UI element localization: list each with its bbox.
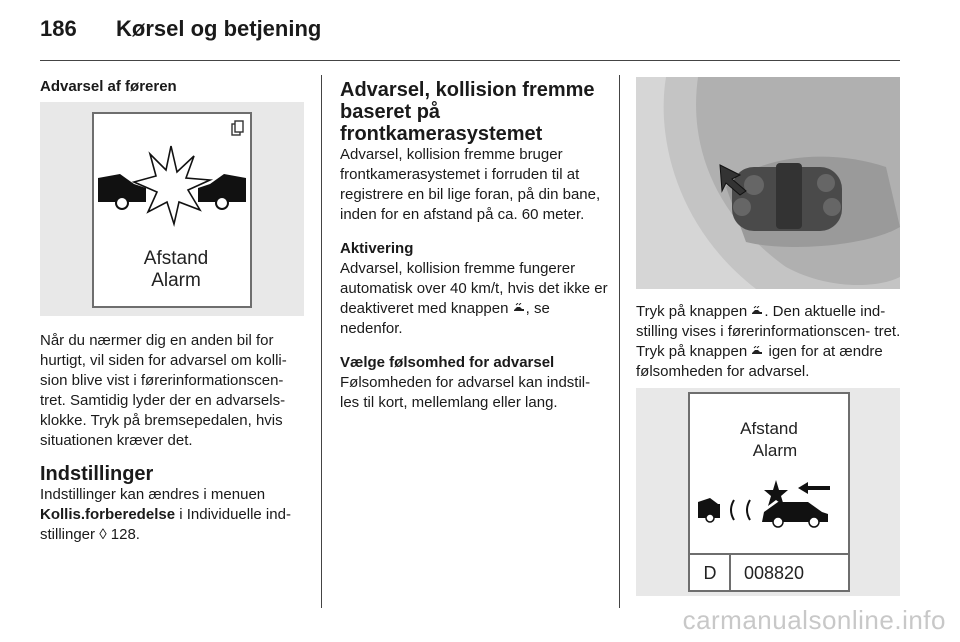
column-divider-1 bbox=[321, 75, 322, 608]
rocker-switch[interactable] bbox=[776, 163, 802, 229]
column-1-body bbox=[40, 331, 310, 545]
cruise-button-lower[interactable] bbox=[823, 198, 841, 216]
page-reference-icon: ◊ bbox=[99, 526, 107, 543]
distance-waves-icon bbox=[731, 500, 750, 520]
settings-reference-page[interactable]: 128. bbox=[110, 526, 140, 543]
collision-alarm-figure bbox=[40, 102, 304, 316]
activation-paragraph bbox=[340, 259, 608, 339]
sensitivity-heading: Vælge følsomhed for advarsel bbox=[340, 354, 555, 371]
cruise-button-upper[interactable] bbox=[817, 174, 835, 192]
figure1-line2: Alarm bbox=[151, 270, 201, 291]
subhead-driver-warning: Advarsel af føreren bbox=[40, 78, 177, 95]
col3-text-3: igen for at ændre følsomheden for advarsel. bbox=[636, 343, 883, 380]
forward-collision-button-icon bbox=[751, 306, 764, 317]
figure2-line2: Alarm bbox=[752, 441, 798, 460]
fcw-heading-line3: frontkamerasystemet bbox=[340, 123, 543, 145]
copy-page-icon bbox=[232, 121, 243, 135]
leading-car-icon bbox=[762, 502, 828, 527]
fcw-button[interactable] bbox=[744, 175, 764, 195]
button-instructions bbox=[636, 302, 904, 382]
activation-text-2: , se nedenfor. bbox=[340, 300, 550, 337]
settings-menu-name: Kollis.forberedelse bbox=[40, 506, 176, 523]
footer-watermark[interactable]: carmanualsonline.info bbox=[682, 605, 946, 635]
settings-text-1: Indstillinger kan ændres i menuen bbox=[40, 486, 266, 503]
gear-indicator: D bbox=[703, 563, 717, 583]
forward-collision-button-icon bbox=[513, 303, 526, 314]
col3-text-1: Tryk på knappen bbox=[636, 303, 752, 320]
approach-arrow-icon bbox=[798, 482, 830, 494]
header-rule bbox=[40, 60, 900, 61]
page-number: 186 bbox=[40, 16, 77, 41]
settings-text-2: i Individuelle ind- stillinger bbox=[40, 506, 291, 543]
settings-heading: Indstillinger bbox=[40, 463, 154, 485]
col3-text-2: . Den aktuelle ind- stilling vises i førerinformationscen- tret. Tryk på knappen bbox=[636, 303, 901, 360]
steering-wheel-figure bbox=[636, 77, 900, 289]
figure1-line1: Afstand bbox=[143, 248, 209, 269]
fcw-heading-line2: baseret på bbox=[340, 101, 441, 123]
settings-paragraph bbox=[40, 485, 310, 545]
collision-alarm-panel bbox=[92, 112, 252, 308]
lane-button[interactable] bbox=[733, 198, 751, 216]
column-divider-2 bbox=[619, 75, 620, 608]
chapter-title: Kørsel og betjening bbox=[116, 16, 322, 41]
odometer-reading: 008820 bbox=[743, 563, 805, 583]
distance-alarm-figure bbox=[636, 388, 900, 596]
distance-alarm-panel bbox=[688, 392, 850, 592]
column-1 bbox=[40, 77, 308, 97]
fcw-intro: Advarsel, kollision fremme bruger frontkamerasystemet i forruden til at registrere en bil lige foran, på din bane, inden for en afstand på ca. 60 meter. bbox=[340, 146, 601, 223]
activation-heading: Aktivering bbox=[340, 240, 414, 257]
fcw-heading-line1: Advarsel, kollision fremme bbox=[340, 79, 595, 101]
distance-alarm-graphic bbox=[690, 394, 848, 590]
own-car-icon bbox=[698, 498, 720, 522]
column-3-body bbox=[636, 302, 904, 382]
sensitivity-paragraph: Følsomheden for advarsel kan indstil- les til kort, mellemlang eller lang. bbox=[340, 374, 591, 411]
steering-wheel-illustration bbox=[636, 77, 900, 289]
forward-collision-button-icon bbox=[751, 346, 764, 357]
collision-graphic bbox=[94, 114, 250, 306]
column-2 bbox=[340, 79, 608, 413]
activation-text-1: Advarsel, kollision fremme fungerer automatisk over 40 km/t, hvis det ikke er deaktiveret med knappen bbox=[340, 260, 608, 317]
impact-star-icon bbox=[134, 146, 210, 224]
driver-warning-paragraph: Når du nærmer dig en anden bil for hurtigt, vil siden for advarsel om kolli- sion blive vist i førerinformationscen- tret. Samtidig lyder der en advarsels- klokke. Tryk på bremsepedalen, hvis situationen kræver det. bbox=[40, 332, 287, 449]
figure2-line1: Afstand bbox=[740, 419, 798, 438]
left-car-icon bbox=[98, 174, 146, 209]
